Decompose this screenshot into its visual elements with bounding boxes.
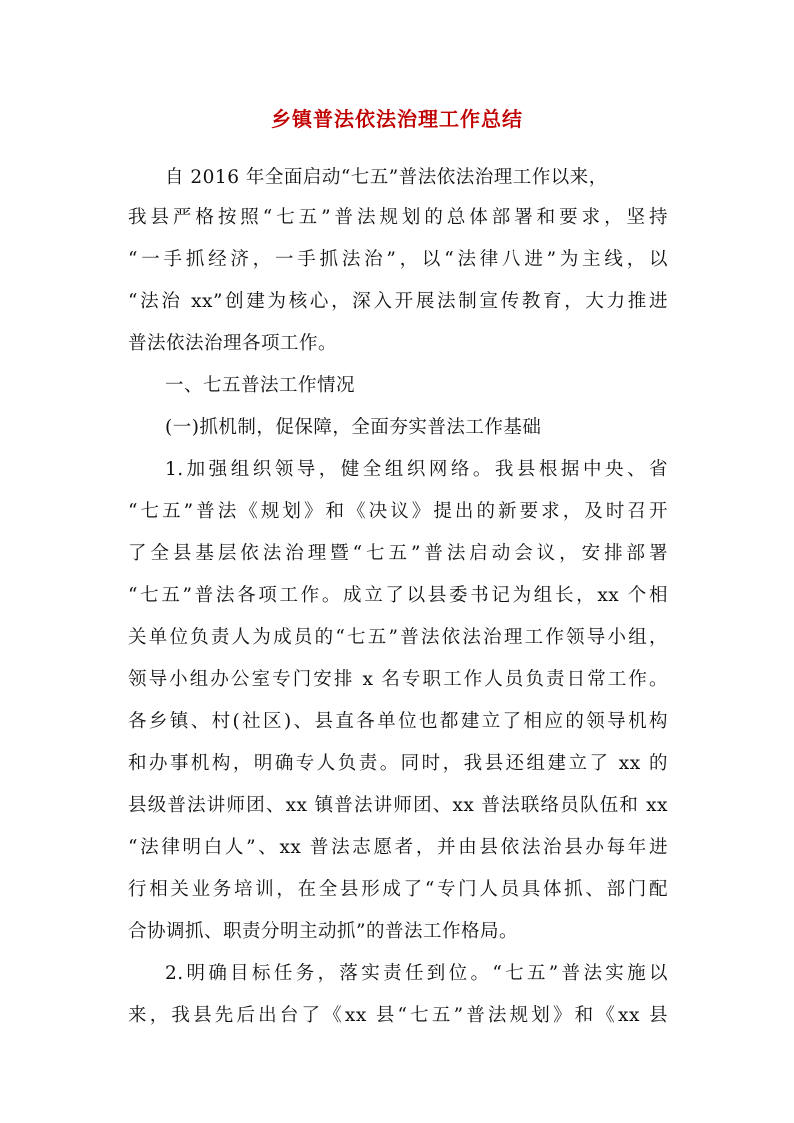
paragraph-2-line-2: “七五”普法《规划》和《决议》提出的新要求，及时召开 — [128, 501, 668, 522]
subsection-heading-1: (一)抓机制，促保障，全面夯实普法工作基础 — [165, 417, 542, 438]
paragraph-2-line-1: 1.加强组织领导，健全组织网络。我县根据中央、省 — [165, 459, 668, 480]
paragraph-2-line-5: 关单位负责人为成员的“七五”普法依法治理工作领导小组， — [128, 627, 668, 648]
document-title: 乡镇普法依法治理工作总结 — [271, 107, 523, 131]
paragraph-1-line-3: “一手抓经济，一手抓法治”，以“法律八进”为主线，以 — [128, 249, 668, 270]
paragraph-3-line-1: 2.明确目标任务，落实责任到位。“七五”普法实施以 — [165, 963, 668, 984]
paragraph-2-line-4: “七五”普法各项工作。成立了以县委书记为组长，xx 个相 — [128, 585, 668, 606]
paragraph-2-line-6: 领导小组办公室专门安排 x 名专职工作人员负责日常工作。 — [128, 669, 668, 690]
paragraph-1-line-5: 普法依法治理各项工作。 — [128, 333, 338, 354]
paragraph-2-line-12: 合协调抓、职责分明主动抓”的普法工作格局。 — [128, 921, 518, 942]
paragraph-1-line-1: 自 2016 年全面启动“七五”普法依法治理工作以来， — [165, 167, 608, 188]
paragraph-2-line-9: 县级普法讲师团、xx 镇普法讲师团、xx 普法联络员队伍和 xx — [128, 795, 668, 816]
section-heading-1: 一、七五普法工作情况 — [165, 375, 356, 396]
paragraph-1-line-4: “法治 xx”创建为核心，深入开展法制宣传教育，大力推进 — [128, 291, 668, 312]
paragraph-2-line-10: “法律明白人”、xx 普法志愿者，并由县依法治县办每年进 — [128, 837, 668, 858]
paragraph-2-line-8: 和办事机构，明确专人负责。同时，我县还组建立了 xx 的 — [128, 753, 668, 774]
paragraph-2-line-3: 了全县基层依法治理暨“七五”普法启动会议，安排部署 — [128, 543, 668, 564]
paragraph-2-line-7: 各乡镇、村(社区)、县直各单位也都建立了相应的领导机构 — [128, 711, 668, 732]
paragraph-3-line-2: 来，我县先后出台了《xx 县“七五”普法规划》和《xx 县 — [128, 1005, 668, 1026]
paragraph-1-line-2: 我县严格按照“七五”普法规划的总体部署和要求，坚持 — [128, 207, 668, 228]
paragraph-2-line-11: 行相关业务培训，在全县形成了“专门人员具体抓、部门配 — [128, 879, 668, 900]
